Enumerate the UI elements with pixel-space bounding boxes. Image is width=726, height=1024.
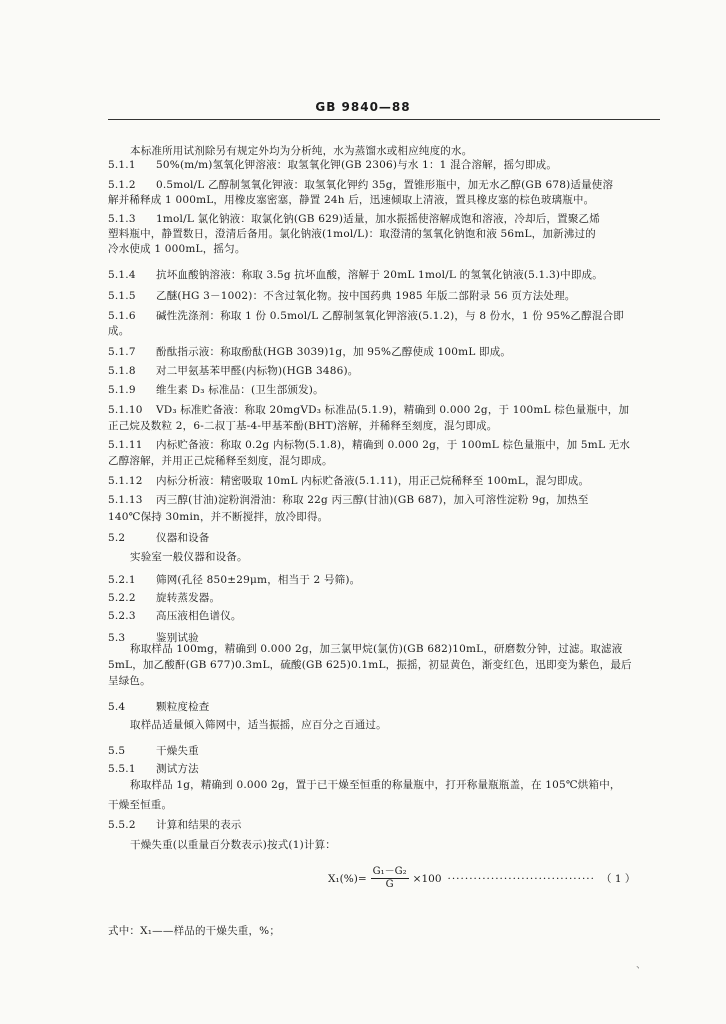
- clause-text: 颗粒度检查: [156, 701, 210, 713]
- clause-text: 干燥至恒重。: [108, 799, 173, 811]
- clause-text: VD₃ 标准贮备液：称取 20mgVD₃ 标准品(5.1.9)，精确到 0.000 2g，于 100mL 棕色量瓶中，加: [156, 404, 630, 416]
- formula-1: [328, 866, 635, 891]
- page-mark: 、: [636, 960, 646, 971]
- clause-text: 冷水使成 1 000mL，摇匀。: [108, 243, 246, 255]
- text-line: [108, 493, 589, 507]
- clause-text: 取样品适量倾入筛网中，适当振摇，应百分之百通过。: [130, 719, 387, 731]
- clause-number: 5.2.2: [108, 592, 136, 604]
- clause-number: 5.4: [108, 701, 126, 713]
- clause-number: 5.1.8: [108, 365, 136, 377]
- clause-text: 50%(m/m)氢氧化钾溶液：取氢氧化钾(GB 2306)与水 1：1 混合溶解，摇匀即成。: [156, 159, 558, 171]
- text-line: [108, 403, 629, 417]
- clause-number: 5.1.6: [108, 310, 136, 322]
- text-line: [130, 778, 621, 792]
- formula-numerator: G₁－G₂: [372, 866, 407, 877]
- header-rule: [108, 119, 660, 120]
- clause-number: 5.1.13: [108, 494, 143, 506]
- text-line: [130, 144, 472, 158]
- clause-text: 正己烷及数粒 2，6-二叔丁基-4-甲基苯酚(BHT)溶解，并稀释至刻度，混匀即成。: [108, 420, 498, 432]
- formula-denominator: G: [385, 879, 394, 890]
- clause-text: 维生素 D₃ 标准品：(卫生部颁发)。: [156, 384, 324, 396]
- clause-text: 仪器和设备: [156, 532, 210, 544]
- clause-text: 干燥失重: [156, 745, 199, 757]
- clause-number: 5.2: [108, 532, 126, 544]
- clause-text: 成。: [108, 325, 130, 337]
- text-line: [108, 227, 596, 241]
- equation-number: （ 1 ）: [600, 872, 636, 885]
- clause-number: 5.1.9: [108, 384, 136, 396]
- formula-fraction: [371, 866, 409, 891]
- formula-leader-dots: ··································: [447, 872, 595, 885]
- clause-text: 5mL，加乙酸酐(GB 677)0.3mL，硫酸(GB 625)0.1mL，振摇，初显黄色，渐变红色，迅即变为紫色，最后: [108, 659, 632, 671]
- clause-text: 对二甲氨基苯甲醛(内标物)(HGB 3486)。: [156, 365, 359, 377]
- text-line: [108, 364, 359, 378]
- text-line: [108, 289, 576, 303]
- clause-number: 5.1.11: [108, 439, 143, 451]
- text-line: [108, 309, 624, 323]
- text-line: [108, 212, 600, 226]
- clause-number: 5.1.3: [108, 213, 136, 225]
- clause-text: 抗坏血酸钠溶液：称取 3.5g 抗坏血酸，溶解于 20mL 1mol/L 的氢氧化钠液(5.1.3)中即成。: [156, 269, 603, 281]
- clause-text: 旋转蒸发器。: [156, 592, 221, 604]
- text-line: [108, 419, 498, 433]
- clause-number: 5.1.5: [108, 290, 136, 302]
- text-line: [108, 658, 632, 672]
- text-line: [108, 438, 630, 452]
- clause-text: 本标准所用试剂除另有规定外均为分析纯，水为蒸馏水或相应纯度的水。: [130, 145, 473, 157]
- clause-number: 5.1.2: [108, 179, 136, 191]
- clause-text: 碱性洗涤剂：称取 1 份 0.5mol/L 乙醇制氢氧化钾溶液(5.1.2)，与 8 份水，1 份 95%乙醇混合即: [156, 310, 624, 322]
- text-line: [108, 510, 328, 524]
- clause-text: 140℃保持 30min，并不断搅拌，放冷即得。: [108, 511, 329, 523]
- text-line: [130, 718, 387, 732]
- text-line: [108, 798, 172, 812]
- text-line: [108, 591, 220, 605]
- clause-text: 乙醚(HG 3－1002)：不含过氧化物。按中国药典 1985 年版二部附录 56 页方法处理。: [156, 290, 576, 302]
- text-line: [108, 454, 333, 468]
- text-line: [108, 700, 210, 714]
- clause-text: 塑料瓶中，静置数日，澄清后备用。氯化钠液(1mol/L)：取澄清的氢氧化钠饱和液 56mL，加新沸过的: [108, 228, 596, 240]
- clause-number: 5.1.1: [108, 159, 136, 171]
- clause-text: 内标贮备液：称取 0.2g 内标物(5.1.8)，精确到 0.000 2g，于 100mL 棕色量瓶中，加 5mL 无水: [156, 439, 631, 451]
- text-line: [130, 642, 622, 656]
- text-line: [108, 609, 242, 623]
- text-line: [108, 158, 557, 172]
- clause-text: 称取样品 100mg，精确到 0.000 2g，加三氯甲烷(氯仿)(GB 682)10mL，研磨数分钟，过滤。取滤液: [130, 643, 623, 655]
- text-line: [108, 818, 242, 832]
- text-line: [108, 345, 511, 359]
- text-line: [108, 324, 129, 338]
- clause-text: 计算和结果的表示: [156, 819, 242, 831]
- text-line: [108, 474, 589, 488]
- clause-number: 5.1.12: [108, 475, 143, 487]
- clause-number: 5.1.10: [108, 404, 143, 416]
- clause-number: 5.5.1: [108, 763, 136, 775]
- clause-number: 5.3: [108, 632, 126, 644]
- text-line: [108, 573, 360, 587]
- clause-text: 1mol/L 氯化钠液：取氯化钠(GB 629)适量，加水振摇使溶解成饱和溶液，冷却后，置聚乙烯: [156, 213, 600, 225]
- clause-text: 内标分析液：精密吸取 10mL 内标贮备液(5.1.11)，用正己烷稀释至 100mL，混匀即成。: [156, 475, 590, 487]
- text-line: [108, 762, 199, 776]
- standard-number-header: GB 9840—88: [315, 100, 411, 114]
- clause-text: 式中：X₁——样品的干燥失重，%；: [108, 925, 281, 937]
- clause-text: 高压液相色谱仪。: [156, 610, 242, 622]
- text-line: [108, 531, 210, 545]
- text-line: [108, 242, 246, 256]
- clause-number: 5.1.7: [108, 346, 136, 358]
- clause-text: 干燥失重(以重量百分数表示)按式(1)计算：: [130, 839, 336, 851]
- text-line: [108, 744, 199, 758]
- text-line: [130, 550, 248, 564]
- clause-number: 5.2.1: [108, 574, 136, 586]
- clause-text: 筛网(孔径 850±29μm，相当于 2 号筛)。: [156, 574, 361, 586]
- formula-rhs: ×100: [412, 872, 442, 885]
- formula-lhs: X₁(%)=: [328, 872, 367, 885]
- text-line: [130, 838, 336, 852]
- clause-number: 5.5.2: [108, 819, 136, 831]
- clause-text: 实验室一般仪器和设备。: [130, 551, 248, 563]
- text-line: [108, 674, 151, 688]
- clause-text: 测试方法: [156, 763, 199, 775]
- clause-text: 丙三醇(甘油)淀粉润滑油：称取 22g 丙三醇(甘油)(GB 687)，加入可溶性淀粉 9g，加热至: [156, 494, 589, 506]
- clause-text: 鉴别试验: [156, 632, 199, 644]
- clause-text: 称取样品 1g，精确到 0.000 2g，置于已干燥至恒重的称量瓶中，打开称量瓶瓶盖，在 105℃烘箱中，: [130, 779, 621, 791]
- clause-number: 5.1.4: [108, 269, 136, 281]
- clause-text: 0.5mol/L 乙醇制氢氧化钾液：取氢氧化钾约 35g，置锥形瓶中，加无水乙醇(GB 678)适量使溶: [156, 179, 614, 191]
- clause-text: 解并稀释成 1 000mL，用橡皮塞密塞，静置 24h 后，迅速倾取上清液，置具橡皮塞的棕色玻璃瓶中。: [108, 194, 595, 206]
- clause-text: 呈绿色。: [108, 675, 151, 687]
- text-line: [108, 383, 324, 397]
- clause-number: 5.2.3: [108, 610, 136, 622]
- clause-text: 酚酞指示液：称取酚酞(HGB 3039)1g，加 95%乙醇使成 100mL 即成。: [156, 346, 512, 358]
- text-line: [108, 193, 594, 207]
- text-line: [108, 178, 613, 192]
- clause-text: 乙醇溶解，并用正己烷稀释至刻度，混匀即成。: [108, 455, 333, 467]
- text-line: [108, 268, 603, 282]
- text-line: [108, 924, 280, 938]
- clause-number: 5.5: [108, 745, 126, 757]
